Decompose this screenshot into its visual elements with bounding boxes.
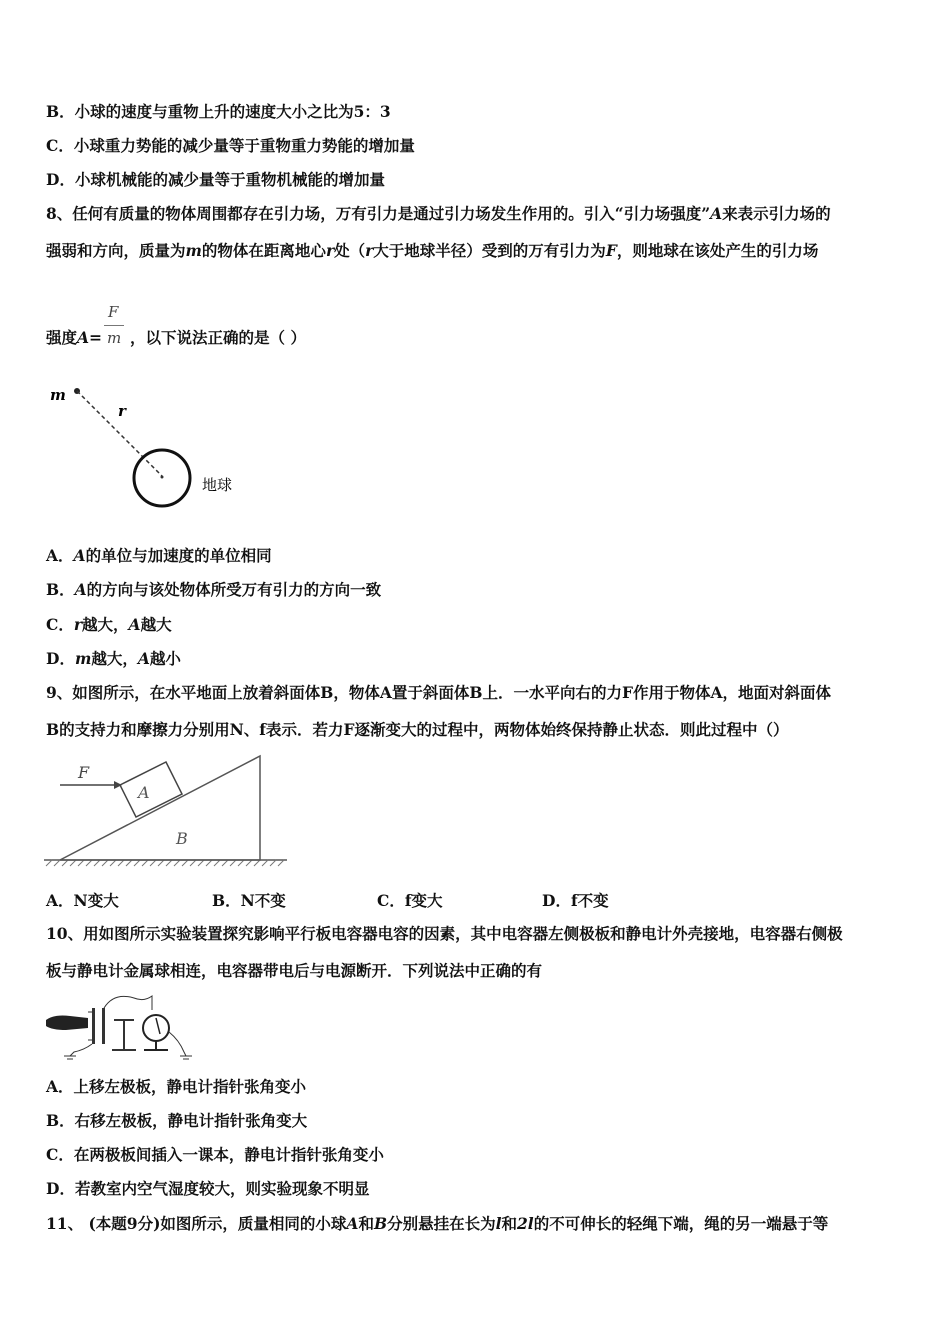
- q10-stem-line1: 10、用如图所示实验装置探究影响平行板电容器电容的因素，其中电容器左侧极板和静电计外壳接地，电容器右侧极: [46, 924, 843, 943]
- label-a: A: [138, 783, 150, 802]
- label-r: r: [118, 402, 126, 420]
- q8-gravity-figure: [40, 378, 260, 518]
- q10-option-b: B．右移左极板，静电计指针张角变大: [46, 1111, 308, 1130]
- q9-option-d: D．f不变: [542, 891, 609, 910]
- q9-stem-line1: 9、如图所示，在水平地面上放着斜面体B，物体A置于斜面体B上．一水平向右的力F作用于物体A，地面对斜面体: [46, 683, 832, 702]
- q8-option-d: D．m越大，A越小: [46, 649, 181, 668]
- left-plate: [92, 1008, 95, 1044]
- ground-hatching: [46, 860, 284, 866]
- label-f: F: [78, 763, 90, 782]
- q7-option-d: D．小球机械能的减少量等于重物机械能的增加量: [46, 170, 385, 189]
- q8-option-a: A．A的单位与加速度的单位相同: [46, 546, 272, 565]
- q9-stem-line2: B的支持力和摩擦力分别用N、f表示．若力F逐渐变大的过程中，两物体始终保持静止状态．则此过程中（）: [46, 720, 789, 739]
- q10-capacitor-figure: [44, 990, 204, 1064]
- earth-center: [161, 476, 164, 479]
- q9-option-c: C．f变大: [377, 891, 443, 910]
- hand-icon: [46, 1016, 88, 1031]
- q8-stem-line2: 强弱和方向，质量为m的物体在距离地心r处（r大于地球半径）受到的万有引力为F，则地球在该处产生的引力场: [46, 241, 819, 260]
- q9-option-a: A．N变大: [46, 891, 119, 910]
- q8-stem-line3: 强度A= ，以下说法正确的是（ ）: [46, 328, 306, 347]
- right-plate: [102, 1008, 105, 1044]
- label-b: B: [176, 829, 188, 848]
- label-m: m: [50, 386, 66, 404]
- q7-option-c: C．小球重力势能的减少量等于重物重力势能的增加量: [46, 136, 415, 155]
- q10-stem-line2: 板与静电计金属球相连，电容器带电后与电源断开．下列说法中正确的有: [46, 961, 543, 980]
- q8-option-c: C．r越大，A越大: [46, 615, 172, 634]
- q8-fraction-numerator: F: [108, 303, 119, 321]
- q7-option-b: B．小球的速度与重物上升的速度大小之比为5：3: [46, 102, 391, 121]
- connecting-wire: [104, 996, 152, 1010]
- q10-option-a: A．上移左极板，静电计指针张角变小: [46, 1077, 307, 1096]
- q8-option-b: B．A的方向与该处物体所受万有引力的方向一致: [46, 580, 382, 599]
- block-a: [120, 762, 182, 817]
- q10-option-d: D．若教室内空气湿度较大，则实验现象不明显: [46, 1179, 370, 1198]
- q9-option-b: B．N不变: [212, 891, 286, 910]
- q8-fraction-bar: [104, 325, 124, 326]
- q9-incline-figure: [42, 752, 292, 874]
- q10-option-c: C．在两极板间插入一课本，静电计指针张角变小: [46, 1145, 384, 1164]
- q8-stem-line1: 8、任何有质量的物体周围都存在引力场，万有引力是通过引力场发生作用的。引入“引力场强度”A来表示引力场的: [46, 204, 831, 223]
- q11-stem-line1: 11、 (本题9分)如图所示，质量相同的小球A和B分别悬挂在长为l和2l的不可伸长的轻绳下端，绳的另一端悬于等: [46, 1214, 829, 1233]
- q8-fraction-denominator: m: [107, 329, 122, 347]
- electroscope-needle: [156, 1018, 160, 1034]
- label-earth: 地球: [202, 476, 233, 494]
